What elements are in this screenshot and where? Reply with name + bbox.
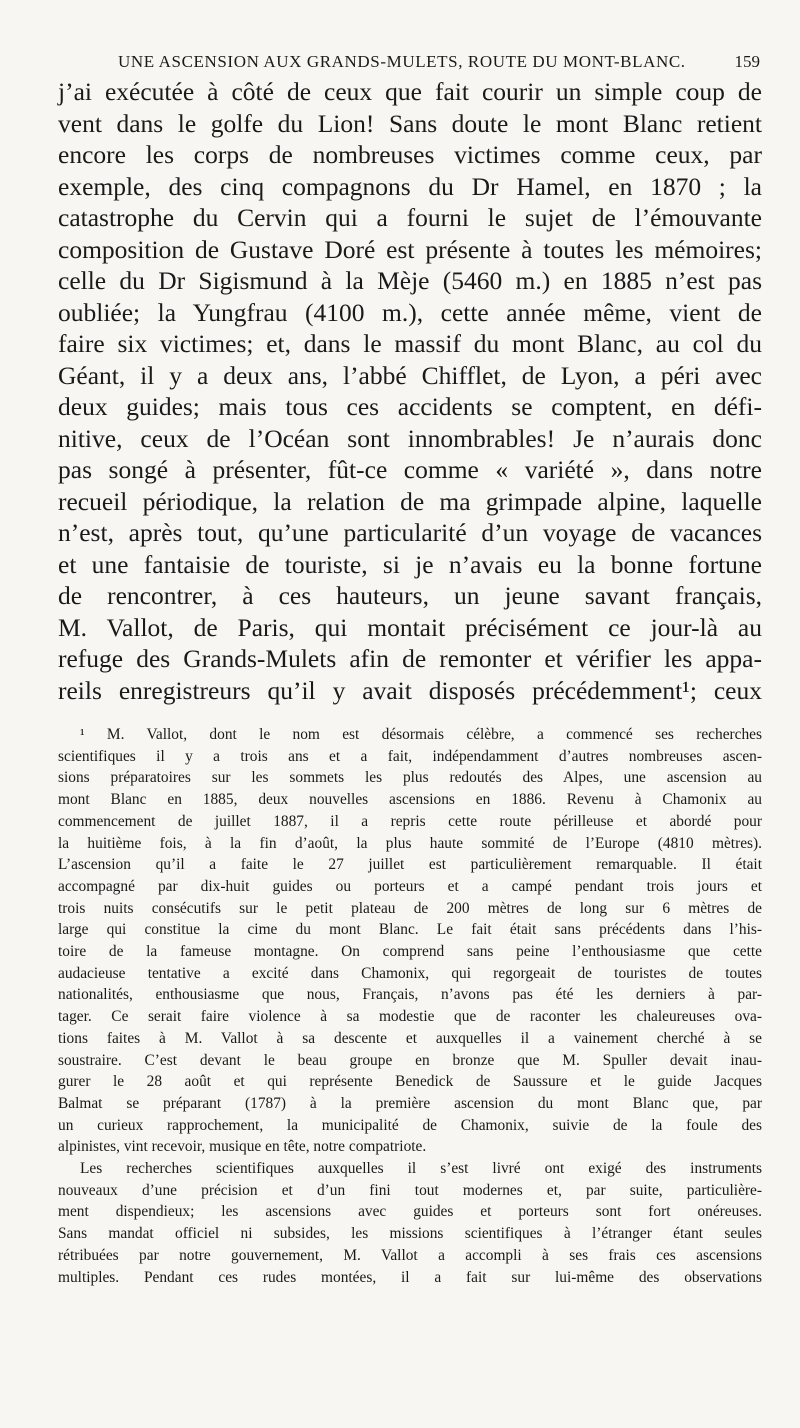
body-line: composition de Gustave Doré est présente à toutes les mémoires;: [58, 234, 762, 264]
footnote-line: nouveaux d’une précision et d’un fini tout modernes et, par suite, particulière-: [58, 1181, 762, 1199]
body-line: faire six victimes; et, dans le massif du mont Blanc, au col du: [58, 329, 762, 358]
body-line: j’ai exécutée à côté de ceux que fait courir un simple coup de: [58, 77, 762, 106]
body-line: vent dans le golfe du Lion! Sans doute le mont Blanc retient: [58, 108, 762, 138]
body-line: reils enregistreurs qu’il y avait disposés précédemment¹; ceux: [58, 675, 762, 705]
footnote-line: Sans mandat officiel ni subsides, les missions scientifiques à l’étranger étant seules: [58, 1225, 762, 1243]
footnote-line: ment dispendieux; les ascensions avec guides et porteurs sont fort onéreuses.: [58, 1203, 762, 1221]
footnote-line: tions faites à M. Vallot à sa descente et auxquelles il a vainement cherché à se: [58, 1029, 762, 1047]
footnote: [58, 724, 762, 1288]
footnote-line: toire de la fameuse montagne. On comprend sans peine l’enthousiasme que cette: [58, 943, 762, 961]
body-line: de rencontrer, à ces hauteurs, un jeune savant français,: [58, 581, 762, 610]
running-head-title: UNE ASCENSION AUX GRANDS-MULETS, ROUTE DU MONT-BLANC.: [118, 52, 686, 71]
body-line: et une fantaisie de touriste, si je n’avais eu la bonne fortune: [58, 549, 762, 579]
body-line: pas songé à présenter, fût-ce comme « variété », dans notre: [58, 455, 762, 484]
footnote-line: Les recherches scientifiques auxquelles il s’est livré ont exigé des instruments: [80, 1160, 762, 1178]
footnote-line: trois nuits consécutifs sur le petit plateau de 200 mètres de long sur 6 mètres de: [58, 899, 762, 917]
footnote-line: audacieuse tentative a excité dans Chamonix, qui regorgeait de touristes de toutes: [58, 964, 762, 982]
footnote-line: scientifiques il y a trois ans et a fait, indépendamment d’autres nombreuses ascen-: [58, 747, 762, 765]
body-text: [58, 76, 762, 706]
footnote-line: la huitième fois, à la fin d’août, la plus haute sommité de l’Europe (4810 mètres).: [58, 834, 762, 852]
page-number: 159: [734, 52, 760, 71]
footnote-line: gurer le 28 août et qui représente Benedick de Saussure et le guide Jacques: [58, 1073, 762, 1091]
body-line: deux guides; mais tous ces accidents se comptent, en défi-: [58, 392, 762, 421]
body-line: refuge des Grands-Mulets afin de remonter et vérifier les appa-: [58, 644, 762, 673]
footnote-line: tager. Ce serait faire violence à sa modestie que de raconter les chaleureuses ova-: [58, 1008, 762, 1026]
footnote-line: un curieux rapprochement, la municipalité de Chamonix, suivie de la foule des: [58, 1116, 762, 1134]
body-line: celle du Dr Sigismund à la Mèje (5460 m.) en 1885 n’est pas: [58, 266, 762, 295]
footnote-line: large qui constitue la cime du mont Blanc. Le fait était sans précédents dans l’his-: [58, 921, 762, 939]
footnote-line: accompagné par dix-huit guides ou porteurs et a campé pendant trois jours et: [58, 877, 762, 895]
footnote-line: multiples. Pendant ces rudes montées, il a fait sur lui-même des observations: [58, 1268, 762, 1286]
footnote-line: commencement de juillet 1887, il a repris cette route périlleuse et abordé pour: [58, 812, 762, 830]
running-head: [58, 40, 762, 74]
body-line: Géant, il y a deux ans, l’abbé Chifflet, de Lyon, a péri avec: [58, 360, 762, 390]
footnote-line: alpinistes, vint recevoir, musique en tête, notre compatriote.: [58, 1138, 427, 1156]
footnote-line: sions préparatoires sur les sommets les plus redoutés des Alpes, une ascension au: [58, 769, 762, 787]
body-line: nitive, ceux de l’Océan sont innombrables! Je n’aurais donc: [58, 423, 762, 453]
footnote-line: nationalités, enthousiasme que nous, Français, n’avons pas été les derniers à par-: [58, 986, 762, 1004]
body-line: exemple, des cinq compagnons du Dr Hamel, en 1870 ; la: [58, 171, 762, 201]
body-line: M. Vallot, de Paris, qui montait précisément ce jour-là au: [58, 612, 762, 642]
body-line: n’est, après tout, qu’une particularité d’un voyage de vacances: [58, 518, 762, 547]
footnote-line: Balmat se préparant (1787) à la première ascension du mont Blanc que, par: [58, 1094, 762, 1112]
body-line: encore les corps de nombreuses victimes comme ceux, par: [58, 140, 762, 169]
footnote-line: ¹ M. Vallot, dont le nom est désormais célèbre, a commencé ses recherches: [80, 726, 762, 743]
footnote-line: rétribuées par notre gouvernement, M. Vallot a accompli à ses frais ces ascensions: [58, 1246, 762, 1264]
footnote-line: L’ascension qu’il a faite le 27 juillet est particulièrement remarquable. Il était: [58, 856, 762, 874]
footnote-line: soustraire. C’est devant le beau groupe en bronze que M. Spuller devait inau-: [58, 1051, 762, 1069]
body-line: catastrophe du Cervin qui a fourni le sujet de l’émouvante: [58, 203, 762, 232]
body-line: recueil périodique, la relation de ma grimpade alpine, laquelle: [58, 486, 762, 516]
footnote-line: mont Blanc en 1885, deux nouvelles ascensions en 1886. Revenu à Chamonix au: [58, 791, 762, 809]
body-line: oubliée; la Yungfrau (4100 m.), cette année même, vient de: [58, 297, 762, 327]
